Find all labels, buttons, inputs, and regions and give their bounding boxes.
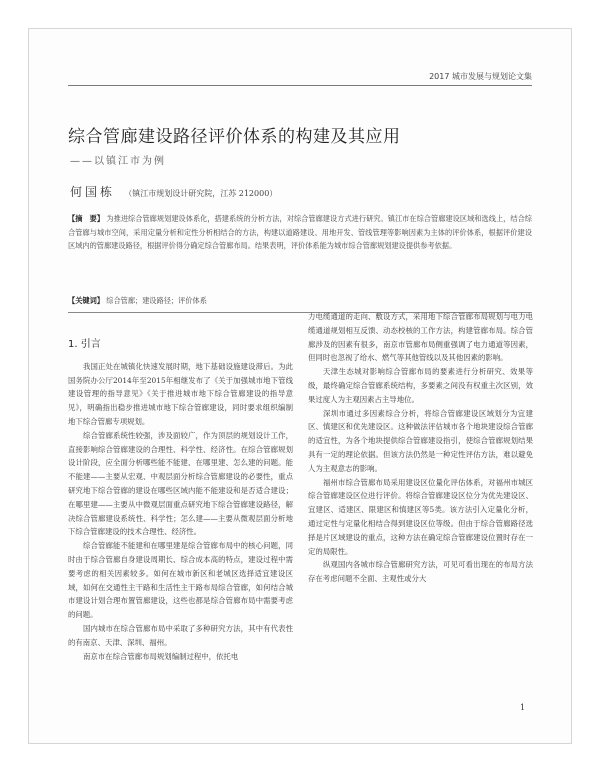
page-number: 1 (520, 703, 526, 712)
author-line (70, 183, 277, 200)
keywords-text: 综合管廊；建设路径；评价体系 (106, 296, 207, 305)
author-name: 何国栋 (70, 185, 116, 199)
abstract (68, 212, 532, 253)
paragraph: 福州市综合管廊布局采用建设区位量化评估体系，对福州市城区综合管廊建设区位进行评价。将综合管廊建设区位分为优先建设区、宜建区、适建区、限建区和慎建区等5类。该方法引入定量化分析，通过定性与定量化相结合得到建设区位等级。但由于综合管廊路径选择是片区域建设的重点，这种方法在确定综合管廊建设位置时存在一定的局限性。 (308, 477, 533, 556)
keywords-label: 【关键词】 (68, 296, 104, 305)
paragraph: 力电缆通道的走向、敷设方式，采用地下综合管廊布局规划与电力电缆通道规划相互反馈、动态校核的工作方法，构建管廊布局。综合管廊涉及的因素有很多，南京市管廊布局侧重强调了电力通道等因素，但同时也忽视了给水、燃气等其他管线以及其他因素的影响。 (308, 312, 533, 363)
running-head: 2017 城市发展与规划论文集 (429, 72, 532, 81)
author-affiliation: （镇江市规划设计研究院，江苏 212000） (124, 189, 278, 198)
paragraph: 南京市在综合管廊布局规划编制过程中，依托电 (83, 651, 239, 661)
abstract-label: 【摘 要】 (68, 214, 105, 223)
article-subtitle: ——以镇江市为例 (70, 156, 166, 167)
keywords (68, 296, 532, 306)
paragraph: 天津生态城对影响综合管廊布局的要素进行分析研究、效果等级，最终确定综合管廊系统结构，多要素之间没有权重主次区别，效果过度人为主观因素占主导地位。 (308, 367, 533, 404)
paragraph: 纵观国内各城市综合管廊研究方法，可见可看出现在的布局方法存在考虑问题不全面、主观性或分大 (308, 560, 533, 584)
paragraph: 国内城市在综合管廊布局中采取了多种研究方法，其中有代表性的有南京、天津、深圳、福州。 (68, 623, 293, 647)
paragraph: 综合管廊能不能建和在哪里建是综合管廊布局中的核心问题，同时由于综合管廊自身建设周期长、综合成本高的特点，建设过程中需要考虑的相关因素较多。如何在城市新区和老城区选择适宜建设区域，如何在交通性主干路和生活性主干路布局综合管廊，如何结合城市建设计划合理布置管廊建设，这些也都是综合管廊布局中需要考虑的问题。 (68, 541, 293, 620)
article-title: 综合管廊建设路径评价体系的构建及其应用 (68, 127, 401, 147)
paragraph: 综合管廊系统性较强，涉及面较广，作为顶层的规划设计工作，直接影响综合管廊建设的合理性、科学性、经济性。在综合管廊规划设计阶段，应全面分析哪些能不能建、在哪里建、怎么建的问题。能不能建——主要从宏观、中观层面分析综合管廊建设的必要性，重点研究地下综合管廊的建设在哪些区域内能不能建设和是否适合建设；在哪里建——主要从中微观层面重点研究地下综合管廊建设路径，解决综合管廊建设系统性、科学性；怎么建——主要从微观层面分析地下综合管廊建设的技术合理性、经济性。 (68, 430, 293, 537)
paragraph: 深圳市通过多因素综合分析，将综合管廊建设区域划分为宜建区、慎建区和优先建设区。这种做法评估城市各个地块建设综合管廊的适宜性，为各个地块提供综合管廊建设指引，使综合管廊规划结果具有一定的理论依据。但该方法仍然是一种定性评估方法，难以避免人为主观意志的影响。 (308, 408, 533, 473)
paragraph: 我国正处在城镇化快速发展时期，地下基础设施建设滞后。为此国务院办公厅2014年至2015年相继发布了《关于加强城市地下管线建设管理的指导意见》《关于推进城市地下综合管廊建设的指导意见》，明确指出稳步推进城市地下综合管廊建设，同时要求组织编制地下综合管廊专项规划。 (68, 361, 293, 426)
header-rule (68, 85, 532, 86)
body-column-right (308, 310, 533, 586)
section-heading: 1. 引言 (68, 339, 101, 350)
body-column-left (68, 338, 293, 663)
abstract-text: 为推进综合管廊规划建设体系化，搭建系统的分析方法，对综合管廊建设方式进行研究。镇江市在综合管廊建设区域和选线上，结合综合管廊与城市空间，采用定量分析和定性分析相结合的方法，构建以道路建设、用地开发、管线管理等影响因素为主体的评价体系，根据评价建设区域内的管廊建设路径，根据评价得分确定综合管廊布局。结果表明，评价体系能为城市综合管廊规划建设提供参考依据。 (68, 214, 532, 250)
